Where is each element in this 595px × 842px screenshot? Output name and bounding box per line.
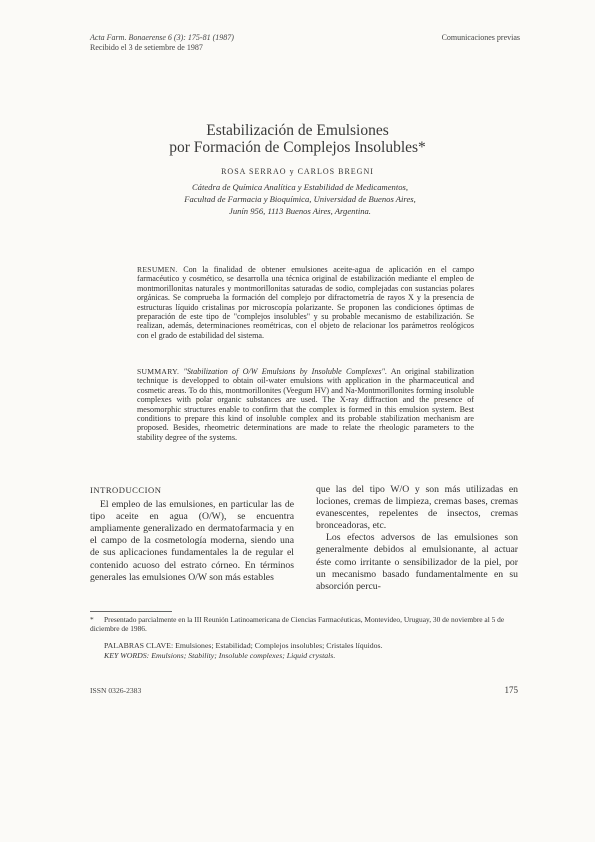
footnote-marker: * xyxy=(90,615,94,624)
received-date: Recibido el 3 de setiembre de 1987 xyxy=(90,43,203,52)
author-2: CARLOS BREGNI xyxy=(297,167,374,176)
title-line-1: Estabilización de Emulsiones xyxy=(206,122,389,139)
section-heading: INTRODUCCION xyxy=(90,485,162,495)
abstract-english xyxy=(137,367,474,442)
keywords-es-text: Emulsiones; Estabilidad; Complejos insolubles; Cristales líquidos. xyxy=(175,641,383,650)
abstract-en-label: SUMMARY. xyxy=(137,367,180,376)
abstract-en-title: "Stabilization of O/W Emulsions by Insoluble Complexes". xyxy=(183,367,387,376)
keywords-es-label: PALABRAS CLAVE: xyxy=(104,641,174,650)
keywords-en-label: KEY WORDS: xyxy=(104,651,150,660)
abstract-spanish xyxy=(137,265,474,340)
authors xyxy=(100,167,495,176)
body-paragraph: Los efectos adversos de las emulsiones son generalmente debidos al emulsionante, al actuar éste como irritante o sensibilizador de la piel, por un mecanismo basado fundamentalmente en su absorción percu- xyxy=(316,532,518,592)
affiliation xyxy=(150,181,450,218)
affiliation-line: Cátedra de Química Analítica y Estabilidad de Medicamentos, xyxy=(191,182,409,192)
footnote-rule xyxy=(90,611,172,612)
keywords-english xyxy=(104,651,520,661)
abstract-en-text: An original stabilization technique is developped to obtain oil-water emulsions with application in the pharmaceutical and cosmetic areas. To do this, montmorillonites (Veegum HV) and Na-Montmorillonites forming insoluble complexes with polar organic substances are used. The X-ray diffraction and the presence of mesomorphic structures enable to confirm that the complex is formed in this emulsion system. Best conditions to prepare this kind of insoluble complex and its probable stabilization mechanism are proposed. Besides, rheometric determinations are made to relate the rheologic parameters to the stability degree of the systems. xyxy=(137,367,474,442)
abstract-es-text: Con la finalidad de obtener emulsiones aceite-agua de aplicación en el campo farmacéutico y cosmético, se desarrolla una técnica original de estabilización mediante el empleo de montmorillonitas naturales y montmorillonitas saturadas de sodio, complejadas con sustancias polares orgánicas. Se comprueba la formación del complejo por difractometría de rayos X y la presencia de estructuras líquido cristalinas por microscopía polarizante. Se proponen las condiciones óptimas de preparación de este tipo de "complejos insolubles" y su probable mecanismo de estabilización. Se realizan, además, determinaciones reométricas, con el objeto de relacionar los parámetros reológicos con el grado de estabilidad del sistema. xyxy=(137,265,474,340)
page-number: 175 xyxy=(504,685,518,695)
section-label: Comunicaciones previas xyxy=(441,33,520,42)
footnote-text: Presentado parcialmente en la III Reunión Latinoamericana de Ciencias Farmacéuticas, Montevideo, Uruguay, 30 de noviembre al 5 de diciembre de 1986. xyxy=(90,615,505,633)
affiliation-line: Junín 956, 1113 Buenos Aires, Argentina. xyxy=(229,206,371,217)
journal-reference xyxy=(90,33,234,43)
body-paragraph: El empleo de las emulsiones, en particular las de tipo aceite en agua (O/W), se encuentra ampliamente generalizado en dermatofarmacia y en el campo de la cosmetología moderna, siendo una de sus aplicaciones fundamentales la de regular el contenido acuoso del estrato córneo. En términos generales las emulsiones O/W son más estables xyxy=(90,499,294,583)
footnote xyxy=(90,615,520,633)
body-paragraph: que las del tipo W/O y son más utilizadas en lociones, cremas de limpieza, cremas bases, cremas evanescentes, repelentes de insectos, cremas bronceadoras, etc. xyxy=(316,484,518,532)
author-1: ROSA SERRAO xyxy=(221,167,287,176)
body-column-right xyxy=(316,484,518,593)
affiliation-line: Facultad de Farmacia y Bioquímica, Universidad de Buenos Aires, xyxy=(184,194,416,205)
keywords xyxy=(104,641,520,661)
body-column-left xyxy=(90,484,294,584)
journal-reference-text: Acta Farm. Bonaerense 6 (3): 175-81 (1987) xyxy=(90,33,234,42)
author-conjunction: y xyxy=(289,167,295,176)
article-title xyxy=(100,122,495,156)
title-line-2: por Formación de Complejos Insolubles* xyxy=(169,139,426,156)
keywords-en-text: Emulsions; Stability; Insoluble complexes; Liquid crystals. xyxy=(151,651,336,660)
issn: ISSN 0326-2383 xyxy=(90,686,142,695)
abstract-es-label: RESUMEN. xyxy=(137,265,178,274)
keywords-spanish xyxy=(104,641,520,651)
